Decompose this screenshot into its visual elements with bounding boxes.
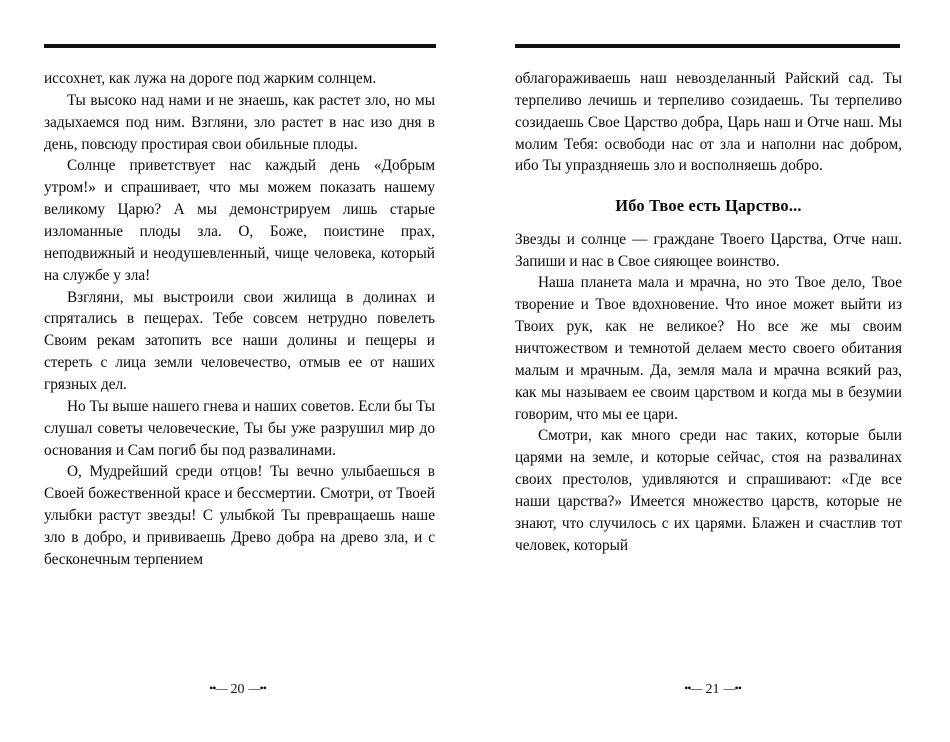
paragraph: Наша планета мала и мрачна, но это Твое дело, Твое творение и Твое вдохновение. Что иное может выйти из Твоих рук, как не великое? Но все же мы своим ничтожеством и темнотой делаем место своего обитания малым и мрачным. Да, земля мала и мрачна всякий раз, как мы называем ее своим царством и когда мы в безумии говорим, что мы ее цари.: [515, 274, 902, 423]
paragraph: Смотри, как много среди нас таких, которые были царями на земле, и которые сейчас, стоя на развалинах своих престолов, удивляются и спрашивают: «Где все наши царства?» Имеется множество царств, которые не знают, что случилось с их царями. Блажен и счастлив тот человек, который: [515, 427, 902, 554]
folio-ornament-right: —••: [723, 681, 741, 695]
paragraph: Ты высоко над нами и не знаешь, как растет зло, но мы задыхаемся под ним. Взгляни, зло растет в нас изо дня в день, повсюду простирая свои обильные плоды.: [44, 91, 435, 153]
paragraph: О, Мудрейший среди отцов! Ты вечно улыбаешься в Своей божественной красе и бессмертии. Смотри, от Твоей улыбки растут звезды! С улыбкой Ты превращаешь наше зло в добро, и прививаешь Древо добра на древо зла, и с бесконечным терпением: [44, 463, 435, 568]
page-number: 21: [705, 682, 720, 697]
folio-ornament-left: ••—: [684, 681, 702, 695]
paragraph: Взгляни, мы выстроили свои жилища в долинах и спрятались в пещерах. Тебе совсем нетрудно повелеть Своим рекам затопить все наши долины и пещеры и стереть с лица земли человечество, отмыв ее от наших грязных дел.: [44, 288, 435, 394]
folio-ornament-right: —••: [248, 681, 266, 695]
paragraph: Солнце приветствует нас каждый день «Добрым утром!» и спрашивает, что мы можем показать нашему великому Царю? А мы демонстрируем лишь старые изломанные плоды зла. О, Боже, поистине прах, неподвижный и неодушевленный, чище человека, который на службе у зла!: [44, 157, 435, 284]
folio-ornament-left: ••—: [209, 681, 227, 695]
left-page-folio: [0, 681, 475, 698]
paragraph: Звезды и солнце — граждане Твоего Царства, Отче наш. Запиши и нас в Свое сияющее воинство.: [515, 230, 902, 270]
paragraph: иссохнет, как лужа на дороге под жарким солнцем.: [44, 70, 377, 87]
right-page-body: [515, 68, 902, 557]
right-page: [475, 0, 950, 742]
paragraph: Но Ты выше нашего гнева и наших советов. Если бы Ты слушал советы человеческие, Ты бы уже разрушил мир до основания и Сам погиб бы под развалинами.: [44, 397, 435, 459]
left-page-header-rule: [44, 44, 436, 48]
section-heading: Ибо Твое есть Царство...: [615, 196, 802, 216]
left-page-body: [44, 68, 435, 571]
paragraph: облагораживаешь наш невозделанный Райский сад. Ты терпеливо лечишь и терпеливо созидаешь. Ты терпеливо созидаешь Свое Царство добра, Царь наш и Отче наш. Мы молим Тебя: освободи нас от зла и наполни нас добром, ибо Ты упраздняешь зло и восполняешь добро.: [515, 70, 902, 175]
right-page-folio: [475, 681, 950, 698]
page-gutter: [475, 0, 476, 742]
right-page-header-rule: [515, 44, 900, 48]
page-number: 20: [230, 682, 245, 697]
